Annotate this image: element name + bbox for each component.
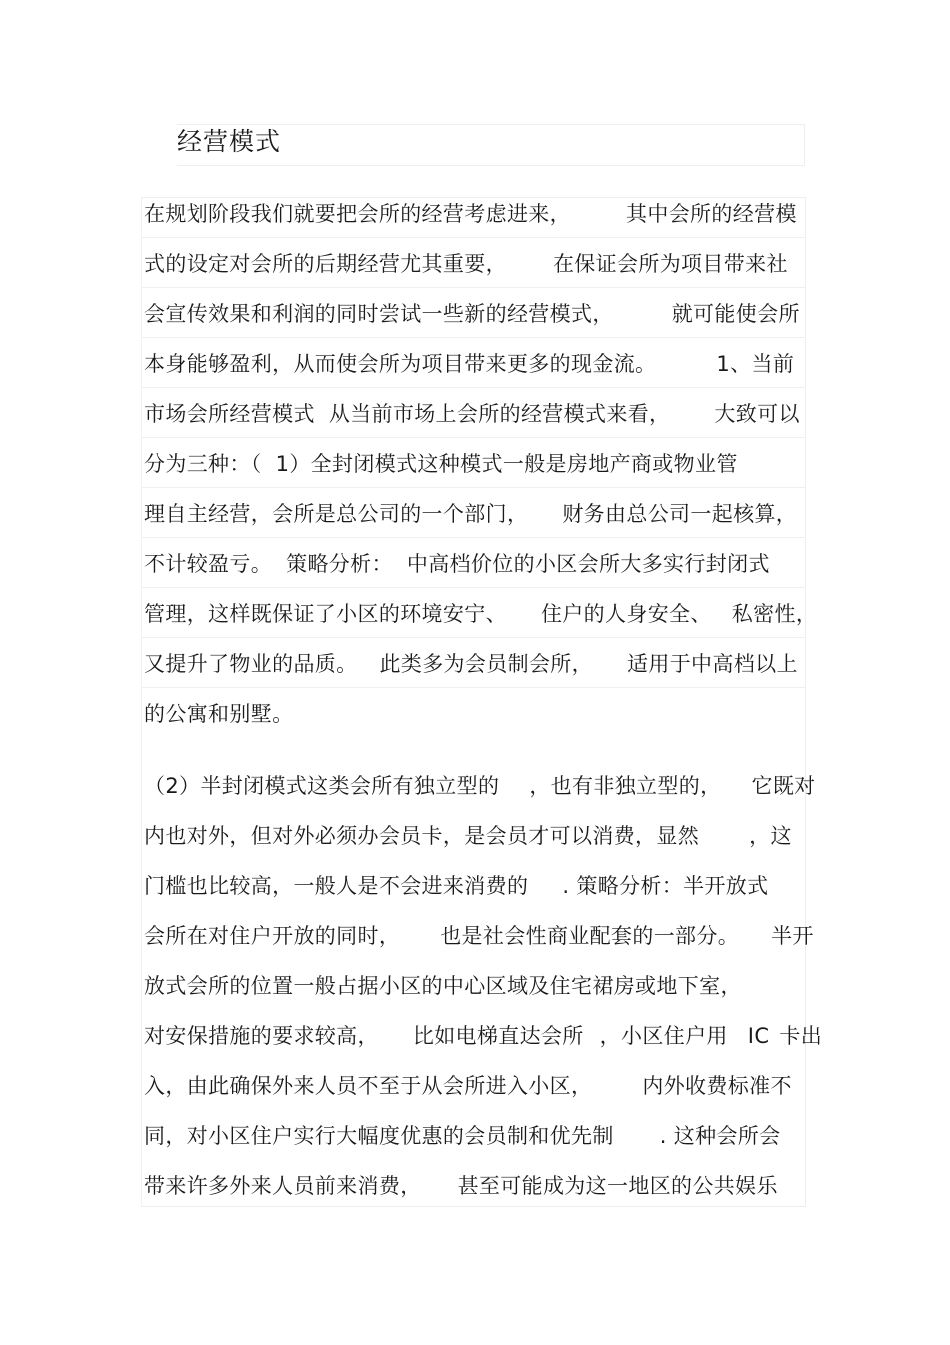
document-title: 经营模式 [177,127,282,156]
text-segment: 半开 [771,924,814,948]
text-segment: 就可能使会所 [671,302,800,326]
text-segment: 住户的人身安全、 [540,602,712,626]
text-segment: 也是社会性商业配套的一部分。 [440,924,740,948]
text-line [144,1121,781,1151]
text-segment: 此类多为会员制会所， [379,652,593,676]
text-line [144,821,792,851]
text-line [144,921,814,951]
text-line [144,199,797,229]
text-line [144,349,794,379]
text-segment: 1）全封闭模式这种模式一般是房地产商或物业管 [275,452,738,476]
text-segment: 对安保措施的要求较高， [144,1024,379,1048]
text-segment: 本身能够盈利，从而使会所为项目带来更多的现金流。 [144,352,657,376]
line-divider [142,487,806,488]
text-line [144,549,770,579]
text-segment: 带来许多外来人员前来消费， [144,1174,422,1198]
line-divider [142,537,806,538]
text-line [144,249,788,279]
text-segment: 又提升了物业的品质。 [144,652,358,676]
text-segment: 式的设定对会所的后期经营尤其重要， [144,252,507,276]
text-segment: 分为三种：（ [144,452,262,476]
text-line [144,399,800,429]
text-segment: （2）半封闭模式这类会所有独立型的 [144,774,500,798]
line-divider [142,637,806,638]
line-divider [142,287,806,288]
text-segment: . 策略分析：半开放式 [562,874,769,898]
text-segment: 同，对小区住户实行大幅度优惠的会员制和优先制 [144,1124,614,1148]
text-segment: 卡出 [779,1024,823,1048]
text-line [144,1021,822,1051]
line-divider [142,337,806,338]
text-line [144,771,816,801]
text-segment: 策略分析： [286,552,393,576]
text-line [144,649,798,679]
text-segment: 在规划阶段我们就要把会所的经营考虑进来， [144,202,571,226]
text-line [144,971,742,1001]
text-line [144,1071,792,1101]
text-segment: 会所在对住户开放的同时， [144,924,401,948]
text-line [144,299,800,329]
text-segment: 在保证会所为项目带来社 [552,252,788,276]
text-segment: 不计较盈亏。 [144,552,273,576]
text-segment: 财务由总公司一起核算， [562,502,798,526]
text-segment: ，这 [749,824,792,848]
text-segment: 市场会所经营模式 [144,402,315,426]
text-segment: 入，由此确保外来人员不至于从会所进入小区， [144,1074,593,1098]
text-segment: 放式会所的位置一般占据小区的中心区域及住宅裙房或地下室， [144,974,742,998]
text-segment: 理自主经营，会所是总公司的一个部门， [144,502,529,526]
text-line [144,699,293,729]
line-divider [142,387,806,388]
text-segment: 内也对外，但对外必须办会员卡，是会员才可以消费，显然 [144,824,700,848]
line-divider [142,237,806,238]
text-segment: ，小区住户用 [599,1024,728,1048]
text-segment: 的公寓和别墅。 [144,702,294,726]
text-segment: ，也有非独立型的， [529,774,722,798]
line-divider [142,437,806,438]
text-line [144,449,738,479]
line-divider [142,587,806,588]
text-segment: 内外收费标准不 [642,1074,792,1098]
title-frame [177,124,805,166]
text-segment: 大致可以 [714,402,800,426]
text-segment: 其中会所的经营模 [626,202,797,226]
text-segment: 适用于中高档以上 [627,652,798,676]
text-segment: 它既对 [751,774,816,798]
text-segment: 会宣传效果和利润的同时尝试一些新的经营模式， [144,302,614,326]
text-line [144,871,769,901]
line-divider [142,687,806,688]
text-segment: IC [747,1024,770,1048]
text-segment: 门槛也比较高，一般人是不会进来消费的 [144,874,529,898]
text-segment: 从当前市场上会所的经营模式来看， [328,402,671,426]
text-segment: 甚至可能成为这一地区的公共娱乐 [457,1174,778,1198]
text-segment: 1、当前 [716,352,795,376]
text-line [144,499,797,529]
text-segment: 私密性， [731,602,818,626]
text-segment: . 这种会所会 [659,1124,781,1148]
text-segment: 中高档价位的小区会所大多实行封闭式 [406,552,770,576]
text-segment: 比如电梯直达会所 [412,1024,584,1048]
text-segment: 管理，这样既保证了小区的环境安宁、 [144,602,507,626]
text-line [144,599,817,629]
text-line [144,1171,778,1201]
